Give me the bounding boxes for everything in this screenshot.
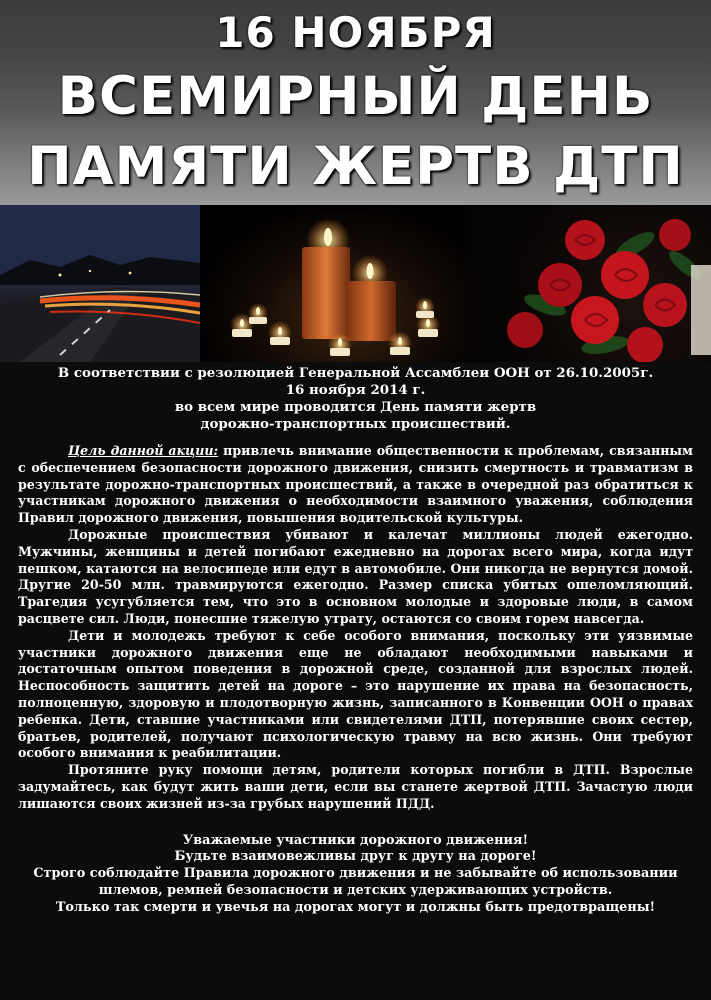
closing-appeal <box>18 833 693 917</box>
appeal-line: Уважаемые участники дорожного движения! <box>182 832 529 848</box>
appeal-line: шлемов, ремней безопасности и детских удерживающих устройств. <box>98 882 613 898</box>
photo-strip <box>0 205 711 362</box>
body-paragraph: Дорожные происшествия убивают и калечат миллионы людей ежегодно. Мужчины, женщины и детей погибают ежедневно на дорогах всего мира, когда идут пешком, катаются на велосипеде или едут в автомобиле. Они никогда не вернутся домой. Другие 20-50 млн. травмируются ежегодно. Размер списка убитых ошеломляющий. Трагедия усугубляется тем, что это в основном молодые и здоровые люди, в самом расцвете сил. Люди, понесшие тяжелую утрату, остаются со своим горем навсегда. <box>18 526 693 626</box>
goal-text: привлечь внимание общественности к проблемам, связанным с обеспечением безопасности дорожного движения, снизить смертность и травматизм в результате дорожно-транспортных происшествий, а также в очередной раз обратиться к участникам дорожного движения о необходимости взаимного уважения, соблюдения Правил дорожного движения, повышения водительской культуры. <box>18 443 693 526</box>
night-road-illustration <box>0 205 200 362</box>
red-roses-photo <box>465 205 711 362</box>
body-paragraph: Протяните руку помощи детям, родители которых погибли в ДТП. Взрослые задумайтесь, как будут жить ваши дети, если вы станете жертвой ДТП. Зачастую люди лишаются своих жизней из-за грубых нарушений ПДД. <box>18 762 693 811</box>
intro-line: во всем мире проводится День памяти жертв <box>174 399 537 415</box>
body-paragraph: Дети и молодежь требуют к себе особого внимания, поскольку эти уязвимые участники дорожного движения еще не обладают необходимыми навыками и достаточным опытом поведения в дорожной среде, созданной для взрослых людей. Неспособность защитить детей на дороге – это нарушение их права на безопасность, полноценную, здоровую и плодотворную жизнь, записанного в Конвенции ООН о правах ребенка. Дети, ставшие участниками или свидетелями ДТП, потерявшие своих сестер, братьев, родителей, получают психологическую травму на всю жизнь. Они требуют особого внимания к реабилитации. <box>18 627 693 761</box>
appeal-line: Будьте взаимовежливы друг к другу на дороге! <box>174 849 537 865</box>
appeal-line: Только так смерти и увечья на дорогах могут и должны быть предотвращены! <box>55 899 656 915</box>
header-title-line-2: ПАМЯТИ ЖЕРТВ ДТП <box>27 136 684 197</box>
candles-photo <box>200 205 465 362</box>
red-roses-illustration <box>465 205 711 362</box>
intro-line: 16 ноября 2014 г. <box>285 382 426 398</box>
header-title-line-1: ВСЕМИРНЫЙ ДЕНЬ <box>57 66 654 127</box>
goal-lead-label: Цель данной акции: <box>68 443 219 458</box>
candles-illustration <box>200 205 465 362</box>
intro-statement <box>18 365 693 433</box>
body-paragraph-goal <box>18 443 693 527</box>
intro-line: дорожно-транспортных происшествий. <box>200 416 511 432</box>
intro-line: В соответствии с резолюцией Генеральной Ассамблеи ООН от 26.10.2005г. <box>57 365 654 381</box>
header-date: 16 НОЯБРЯ <box>215 8 496 57</box>
night-road-photo <box>0 205 200 362</box>
main-text-block <box>18 365 693 997</box>
appeal-line: Строго соблюдайте Правила дорожного движения и не забывайте об использовании <box>33 866 678 882</box>
poster-header <box>0 0 711 205</box>
